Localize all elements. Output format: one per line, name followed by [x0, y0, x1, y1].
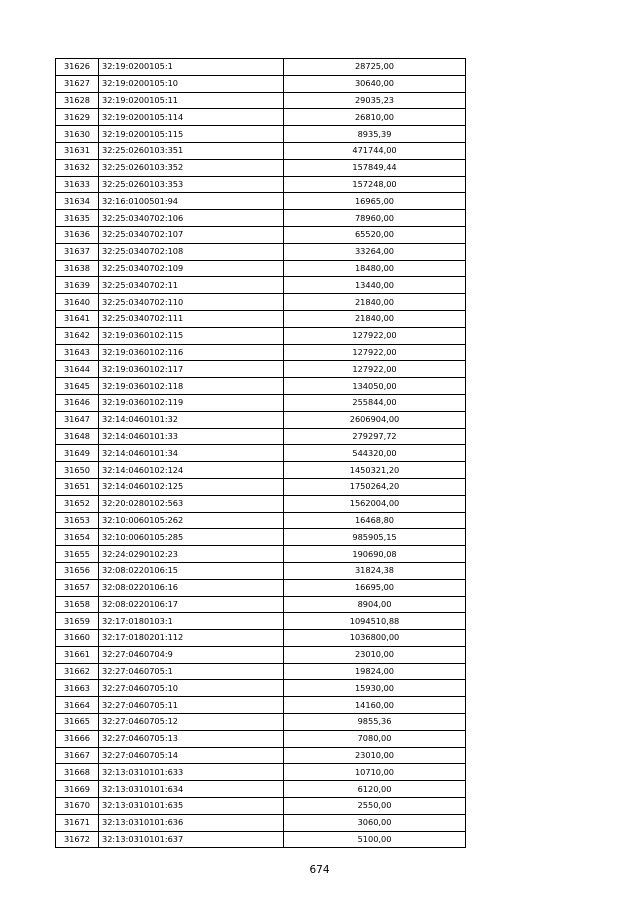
row-number-cell: 31663 [56, 680, 99, 697]
value-cell: 2606904,00 [284, 411, 466, 428]
cadastral-number-cell: 32:14:0460102:124 [99, 462, 284, 479]
value-cell: 6120,00 [284, 781, 466, 798]
cadastral-number-cell: 32:13:0310101:634 [99, 781, 284, 798]
row-number-cell: 31658 [56, 596, 99, 613]
row-number-cell: 31672 [56, 831, 99, 848]
table-row [56, 445, 466, 462]
cadastral-number-cell: 32:25:0340702:108 [99, 243, 284, 260]
cadastral-number-cell: 32:20:0280102:563 [99, 495, 284, 512]
row-number-cell: 31657 [56, 579, 99, 596]
table-row [56, 92, 466, 109]
table-body [56, 59, 466, 848]
row-number-cell: 31644 [56, 361, 99, 378]
cadastral-number-cell: 32:16:0100501:94 [99, 193, 284, 210]
table-row [56, 546, 466, 563]
row-number-cell: 31627 [56, 75, 99, 92]
table-row [56, 193, 466, 210]
cadastral-number-cell: 32:25:0340702:111 [99, 310, 284, 327]
cadastral-number-cell: 32:19:0200105:1 [99, 59, 284, 76]
cadastral-number-cell: 32:19:0200105:115 [99, 126, 284, 143]
value-cell: 471744,00 [284, 142, 466, 159]
value-cell: 65520,00 [284, 226, 466, 243]
table-row [56, 428, 466, 445]
table-row [56, 697, 466, 714]
table-row [56, 596, 466, 613]
cadastral-number-cell: 32:19:0360102:118 [99, 378, 284, 395]
value-cell: 13440,00 [284, 277, 466, 294]
table-row [56, 462, 466, 479]
cadastral-number-cell: 32:25:0260103:352 [99, 159, 284, 176]
cadastral-number-cell: 32:25:0260103:351 [99, 142, 284, 159]
row-number-cell: 31654 [56, 529, 99, 546]
row-number-cell: 31630 [56, 126, 99, 143]
row-number-cell: 31656 [56, 562, 99, 579]
value-cell: 8904,00 [284, 596, 466, 613]
table-row [56, 747, 466, 764]
row-number-cell: 31646 [56, 394, 99, 411]
value-cell: 26810,00 [284, 109, 466, 126]
table-row [56, 646, 466, 663]
cadastral-number-cell: 32:13:0310101:635 [99, 798, 284, 815]
value-cell: 157849,44 [284, 159, 466, 176]
table-row [56, 680, 466, 697]
row-number-cell: 31661 [56, 646, 99, 663]
cadastral-number-cell: 32:08:0220106:17 [99, 596, 284, 613]
value-cell: 157248,00 [284, 176, 466, 193]
value-cell: 279297,72 [284, 428, 466, 445]
value-cell: 15930,00 [284, 680, 466, 697]
table-row [56, 831, 466, 848]
table-row [56, 579, 466, 596]
cadastral-number-cell: 32:25:0260103:353 [99, 176, 284, 193]
table-row [56, 411, 466, 428]
value-cell: 134050,00 [284, 378, 466, 395]
value-cell: 127922,00 [284, 361, 466, 378]
cadastral-number-cell: 32:25:0340702:109 [99, 260, 284, 277]
value-cell: 9855,36 [284, 714, 466, 731]
row-number-cell: 31664 [56, 697, 99, 714]
table-row [56, 529, 466, 546]
cadastral-number-cell: 32:14:0460102:125 [99, 478, 284, 495]
row-number-cell: 31631 [56, 142, 99, 159]
row-number-cell: 31635 [56, 210, 99, 227]
row-number-cell: 31643 [56, 344, 99, 361]
value-cell: 16695,00 [284, 579, 466, 596]
value-cell: 1750264,20 [284, 478, 466, 495]
cadastral-number-cell: 32:25:0340702:110 [99, 294, 284, 311]
cadastral-value-table [55, 58, 466, 848]
table-row [56, 495, 466, 512]
cadastral-number-cell: 32:17:0180103:1 [99, 613, 284, 630]
cadastral-number-cell: 32:10:0060105:262 [99, 512, 284, 529]
table-row [56, 562, 466, 579]
table-row [56, 277, 466, 294]
cadastral-number-cell: 32:13:0310101:633 [99, 764, 284, 781]
row-number-cell: 31655 [56, 546, 99, 563]
table-row [56, 294, 466, 311]
value-cell: 7080,00 [284, 730, 466, 747]
row-number-cell: 31637 [56, 243, 99, 260]
row-number-cell: 31669 [56, 781, 99, 798]
table-row [56, 512, 466, 529]
table-row [56, 159, 466, 176]
cadastral-number-cell: 32:14:0460101:34 [99, 445, 284, 462]
value-cell: 29035,23 [284, 92, 466, 109]
table-row [56, 310, 466, 327]
value-cell: 127922,00 [284, 327, 466, 344]
value-cell: 16965,00 [284, 193, 466, 210]
row-number-cell: 31647 [56, 411, 99, 428]
value-cell: 5100,00 [284, 831, 466, 848]
cadastral-number-cell: 32:27:0460704:9 [99, 646, 284, 663]
row-number-cell: 31662 [56, 663, 99, 680]
table-row [56, 126, 466, 143]
value-cell: 30640,00 [284, 75, 466, 92]
table-row [56, 109, 466, 126]
value-cell: 1450321,20 [284, 462, 466, 479]
cadastral-number-cell: 32:19:0200105:114 [99, 109, 284, 126]
value-cell: 16468,80 [284, 512, 466, 529]
value-cell: 1036800,00 [284, 630, 466, 647]
table-row [56, 361, 466, 378]
table-row [56, 663, 466, 680]
table-row [56, 814, 466, 831]
value-cell: 10710,00 [284, 764, 466, 781]
value-cell: 14160,00 [284, 697, 466, 714]
data-table-container [55, 58, 466, 848]
cadastral-number-cell: 32:13:0310101:637 [99, 831, 284, 848]
cadastral-number-cell: 32:14:0460101:33 [99, 428, 284, 445]
value-cell: 23010,00 [284, 747, 466, 764]
row-number-cell: 31651 [56, 478, 99, 495]
table-row [56, 142, 466, 159]
row-number-cell: 31648 [56, 428, 99, 445]
table-row [56, 75, 466, 92]
row-number-cell: 31649 [56, 445, 99, 462]
cadastral-number-cell: 32:24:0290102:23 [99, 546, 284, 563]
row-number-cell: 31633 [56, 176, 99, 193]
cadastral-number-cell: 32:25:0340702:11 [99, 277, 284, 294]
row-number-cell: 31632 [56, 159, 99, 176]
cadastral-number-cell: 32:08:0220106:15 [99, 562, 284, 579]
value-cell: 21840,00 [284, 294, 466, 311]
value-cell: 1094510,88 [284, 613, 466, 630]
value-cell: 19824,00 [284, 663, 466, 680]
table-row [56, 344, 466, 361]
cadastral-number-cell: 32:25:0340702:107 [99, 226, 284, 243]
value-cell: 190690,08 [284, 546, 466, 563]
row-number-cell: 31666 [56, 730, 99, 747]
value-cell: 23010,00 [284, 646, 466, 663]
cadastral-number-cell: 32:19:0360102:119 [99, 394, 284, 411]
table-row [56, 714, 466, 731]
value-cell: 28725,00 [284, 59, 466, 76]
row-number-cell: 31665 [56, 714, 99, 731]
row-number-cell: 31638 [56, 260, 99, 277]
value-cell: 8935,39 [284, 126, 466, 143]
row-number-cell: 31628 [56, 92, 99, 109]
value-cell: 31824,38 [284, 562, 466, 579]
row-number-cell: 31667 [56, 747, 99, 764]
cadastral-number-cell: 32:27:0460705:10 [99, 680, 284, 697]
row-number-cell: 31670 [56, 798, 99, 815]
row-number-cell: 31636 [56, 226, 99, 243]
table-row [56, 798, 466, 815]
row-number-cell: 31642 [56, 327, 99, 344]
table-row [56, 327, 466, 344]
table-row [56, 210, 466, 227]
row-number-cell: 31640 [56, 294, 99, 311]
row-number-cell: 31660 [56, 630, 99, 647]
cadastral-number-cell: 32:19:0200105:10 [99, 75, 284, 92]
cadastral-number-cell: 32:08:0220106:16 [99, 579, 284, 596]
table-row [56, 764, 466, 781]
page-number: 674 [309, 864, 330, 876]
cadastral-number-cell: 32:27:0460705:12 [99, 714, 284, 731]
table-row [56, 781, 466, 798]
value-cell: 985905,15 [284, 529, 466, 546]
table-row [56, 478, 466, 495]
row-number-cell: 31641 [56, 310, 99, 327]
row-number-cell: 31653 [56, 512, 99, 529]
cadastral-number-cell: 32:27:0460705:11 [99, 697, 284, 714]
row-number-cell: 31668 [56, 764, 99, 781]
cadastral-number-cell: 32:19:0200105:11 [99, 92, 284, 109]
value-cell: 255844,00 [284, 394, 466, 411]
cadastral-number-cell: 32:13:0310101:636 [99, 814, 284, 831]
value-cell: 18480,00 [284, 260, 466, 277]
value-cell: 2550,00 [284, 798, 466, 815]
table-row [56, 394, 466, 411]
cadastral-number-cell: 32:27:0460705:1 [99, 663, 284, 680]
table-row [56, 59, 466, 76]
cadastral-number-cell: 32:19:0360102:116 [99, 344, 284, 361]
table-row [56, 630, 466, 647]
cadastral-number-cell: 32:10:0060105:285 [99, 529, 284, 546]
value-cell: 544320,00 [284, 445, 466, 462]
cadastral-number-cell: 32:19:0360102:115 [99, 327, 284, 344]
table-row [56, 260, 466, 277]
row-number-cell: 31671 [56, 814, 99, 831]
row-number-cell: 31629 [56, 109, 99, 126]
cadastral-number-cell: 32:25:0340702:106 [99, 210, 284, 227]
cadastral-number-cell: 32:14:0460101:32 [99, 411, 284, 428]
value-cell: 3060,00 [284, 814, 466, 831]
table-row [56, 226, 466, 243]
table-row [56, 378, 466, 395]
cadastral-number-cell: 32:27:0460705:14 [99, 747, 284, 764]
row-number-cell: 31652 [56, 495, 99, 512]
value-cell: 78960,00 [284, 210, 466, 227]
value-cell: 127922,00 [284, 344, 466, 361]
row-number-cell: 31639 [56, 277, 99, 294]
table-row [56, 730, 466, 747]
table-row [56, 243, 466, 260]
value-cell: 1562004,00 [284, 495, 466, 512]
row-number-cell: 31650 [56, 462, 99, 479]
row-number-cell: 31659 [56, 613, 99, 630]
cadastral-number-cell: 32:19:0360102:117 [99, 361, 284, 378]
table-row [56, 176, 466, 193]
row-number-cell: 31645 [56, 378, 99, 395]
value-cell: 21840,00 [284, 310, 466, 327]
row-number-cell: 31626 [56, 59, 99, 76]
row-number-cell: 31634 [56, 193, 99, 210]
cadastral-number-cell: 32:27:0460705:13 [99, 730, 284, 747]
value-cell: 33264,00 [284, 243, 466, 260]
cadastral-number-cell: 32:17:0180201:112 [99, 630, 284, 647]
table-row [56, 613, 466, 630]
